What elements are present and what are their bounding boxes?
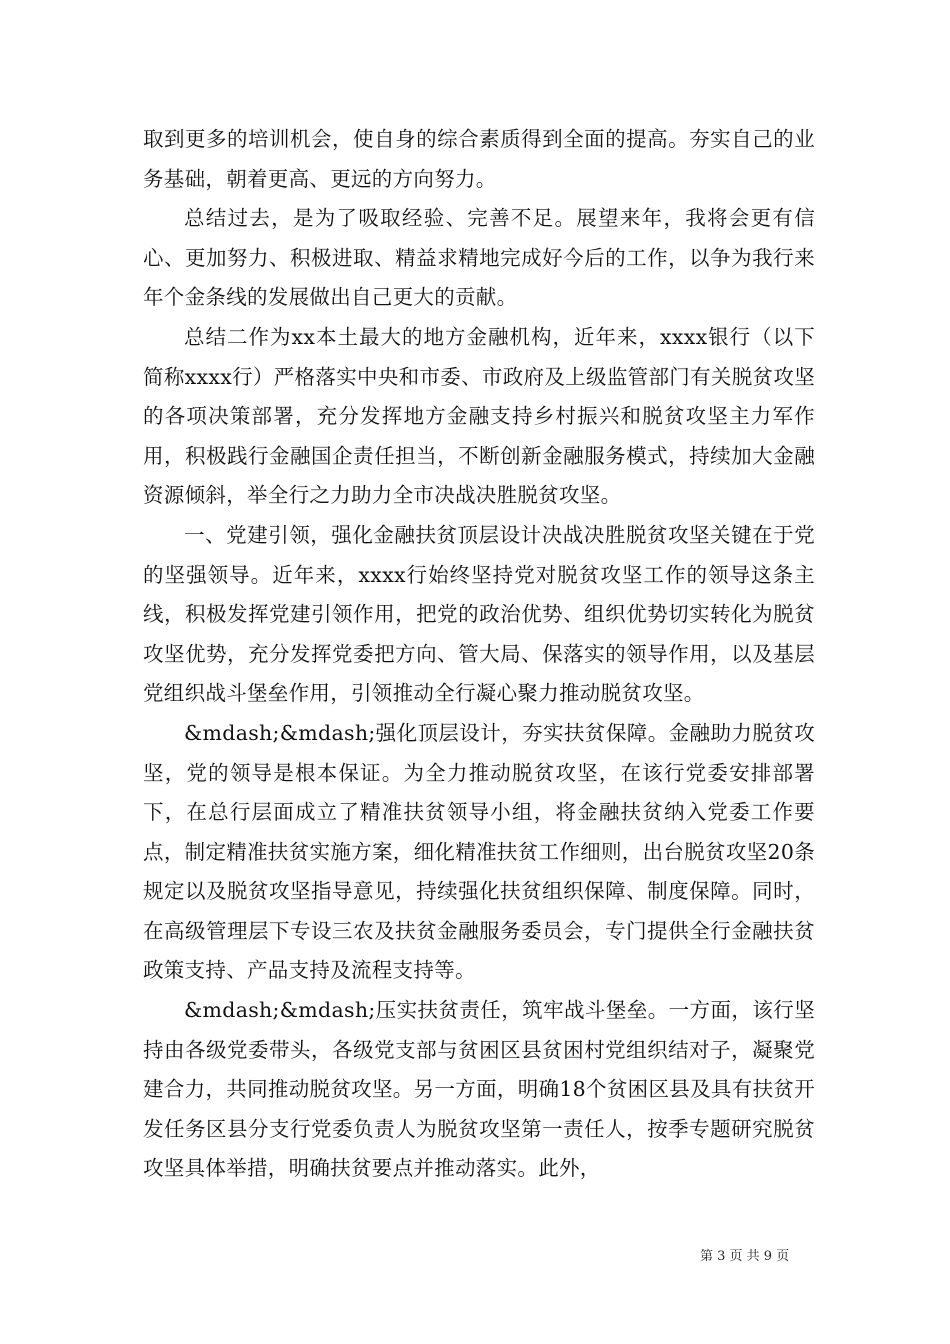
body-text bbox=[143, 120, 815, 1189]
paragraph-summary-past: 总结过去，是为了吸取经验、完善不足。展望来年，我将会更有信心、更加努力、积极进取、精益求精地完成好今后的工作，以争为我行来年个金条线的发展做出自己更大的贡献。 bbox=[143, 206, 815, 310]
paragraph-responsibility: &mdash;&mdash;压实扶贫责任，筑牢战斗堡垒。一方面，该行坚持由各级党委带头，各级党支部与贫困区县贫困村党组织结对子，凝聚党建合力，共同推动脱贫攻坚。另一方面，明确18个贫困区县及具有扶贫开发任务区县分支行党委负责人为脱贫攻坚第一责任人，按季专题研究脱贫攻坚具体举措，明确扶贫要点并推动落实。此外， bbox=[143, 998, 815, 1181]
paragraph-top-design: &mdash;&mdash;强化顶层设计，夯实扶贫保障。金融助力脱贫攻坚，党的领导是根本保证。为全力推动脱贫攻坚，在该行党委安排部署下，在总行层面成立了精准扶贫领导小组，将金融扶贫纳入党委工作要点，制定精准扶贫实施方案，细化精准扶贫工作细则，出台脱贫攻坚20条规定以及脱贫攻坚指导意见，持续强化扶贫组织保障、制度保障。同时，在高级管理层下专设三农及扶贫金融服务委员会，专门提供全行金融扶贫政策支持、产品支持及流程支持等。 bbox=[143, 720, 815, 983]
paragraph-continuation: 取到更多的培训机会，使自身的综合素质得到全面的提高。夯实自己的业务基础，朝着更高、更远的方向努力。 bbox=[143, 127, 815, 191]
paragraph-party-leadership: 一、党建引领，强化金融扶贫顶层设计决战决胜脱贫攻坚关键在于党的坚强领导。近年来，xxxx行始终坚持党对脱贫攻坚工作的领导这条主线，积极发挥党建引领作用，把党的政治优势、组织优势切实转化为脱贫攻坚优势，充分发挥党委把方向、管大局、保落实的领导作用，以及基层党组织战斗堡垒作用，引领推动全行凝心聚力推动脱贫攻坚。 bbox=[143, 522, 815, 706]
page-number: 第 3 页 共 9 页 bbox=[700, 1249, 790, 1264]
paragraph-summary-two: 总结二作为xx本土最大的地方金融机构，近年来，xxxx银行（以下简称xxxx行）严格落实中央和市委、市政府及上级监管部门有关脱贫攻坚的各项决策部署，充分发挥地方金融支持乡村振兴和脱贫攻坚主力军作用，积极践行金融国企责任担当，不断创新金融服务模式，持续加大金融资源倾斜，举全行之力助力全市决战决胜脱贫攻坚。 bbox=[143, 324, 815, 508]
